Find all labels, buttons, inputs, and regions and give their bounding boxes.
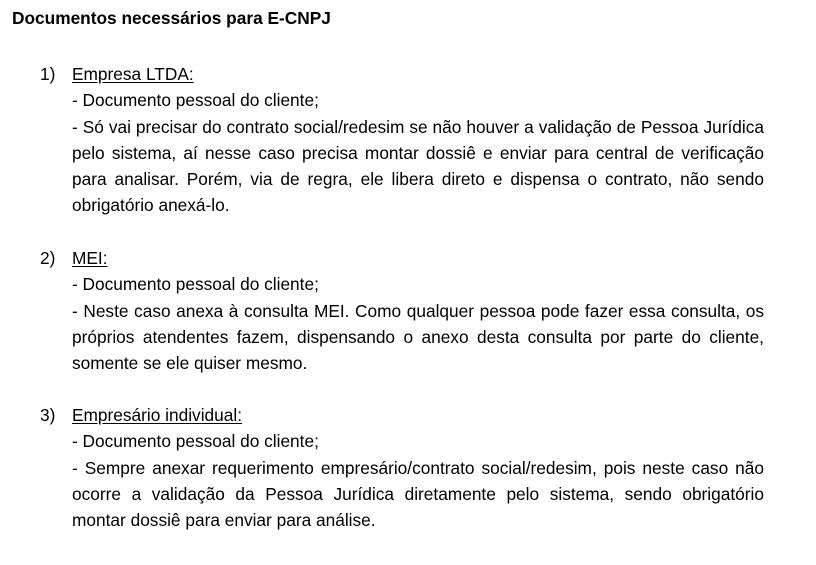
section-number: 1) — [40, 64, 56, 84]
section-mei — [40, 245, 764, 376]
section-heading-row — [40, 61, 764, 87]
section-number: 3) — [40, 405, 56, 425]
section-heading: Empresa LTDA: — [72, 64, 194, 84]
list-item: - Sempre anexar requerimento empresário/contrato social/redesim, pois neste caso não ocorre a validação da Pessoa Jurídica diretamente pelo sistema, sendo obrigatório montar dossiê para enviar para análise. — [72, 457, 764, 531]
section-heading-row — [40, 402, 764, 428]
section-number: 2) — [40, 248, 56, 268]
list-item: - Documento pessoal do cliente; — [72, 274, 319, 295]
section-heading: Empresário individual: — [72, 405, 243, 425]
list-item: - Só vai precisar do contrato social/redesim se não houver a validação de Pessoa Jurídica pelo sistema, aí nesse caso precisa montar dossiê e enviar para central de verificação para analisar. Porém, via de regra, ele libera direto e dispensa o contrato, não sendo obrigatório anexá-lo. — [72, 116, 764, 216]
list-item: - Neste caso anexa à consulta MEI. Como qualquer pessoa pode fazer essa consulta, os próprios atendentes fazem, dispensando o anexo desta consulta por parte do cliente, somente se ele quiser mesmo. — [72, 300, 764, 374]
section-heading-row — [40, 245, 764, 271]
section-heading: MEI: — [72, 248, 108, 268]
section-empresa-ltda — [40, 61, 764, 219]
list-item: - Documento pessoal do cliente; — [72, 431, 319, 452]
document-title: Documentos necessários para E-CNPJ — [12, 8, 331, 28]
section-empresario-individual — [40, 402, 764, 533]
list-item: - Documento pessoal do cliente; — [72, 90, 319, 111]
